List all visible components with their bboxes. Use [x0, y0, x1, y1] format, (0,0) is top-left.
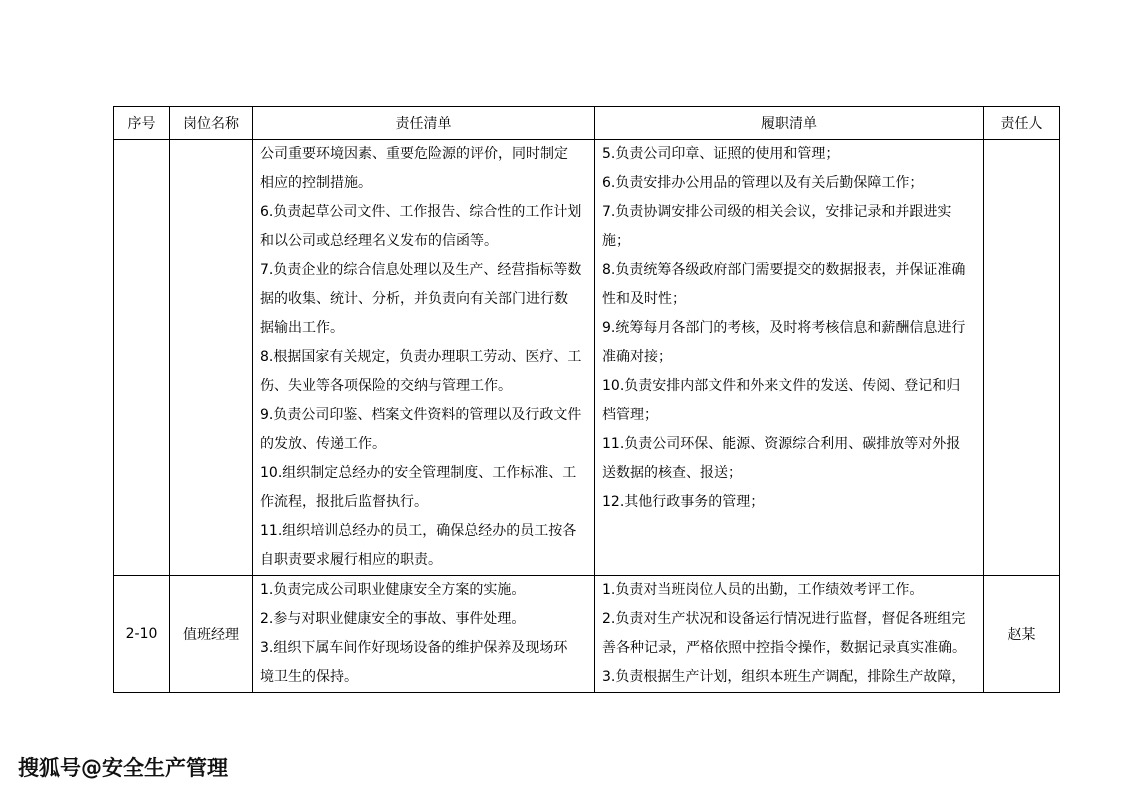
seq-cell: 2-10: [114, 576, 170, 693]
watermark: 搜狐号@安全生产管理: [18, 756, 228, 780]
responsibility-table: [113, 106, 1060, 693]
header-duty: 履职清单: [595, 107, 984, 140]
responsibility-line: 9.负责公司印鉴、档案文件资料的管理以及行政文件: [260, 407, 582, 423]
owner-cell: [984, 140, 1060, 576]
responsibility-line: 据输出工作。: [260, 320, 344, 336]
header-row: [114, 107, 1060, 140]
duty-line: 3.负责根据生产计划，组织本班生产调配，排除生产故障，: [602, 669, 966, 685]
header-position: 岗位名称: [170, 107, 253, 140]
responsibility-line: 2.参与对职业健康安全的事故、事件处理。: [260, 611, 526, 627]
duty-line: 7.负责协调安排公司级的相关会议，安排记录和并跟进实: [602, 204, 952, 220]
responsibility-line: 据的收集、统计、分析，并负责向有关部门进行数: [260, 291, 568, 307]
responsibility-cell: [253, 576, 595, 693]
header-seq: 序号: [114, 107, 170, 140]
duty-line: 善各种记录，严格依照中控指令操作，数据记录真实准确。: [602, 640, 966, 656]
duty-line: 准确对接；: [602, 349, 672, 365]
duty-line: 档管理；: [602, 407, 658, 423]
header-responsibility: 责任清单: [253, 107, 595, 140]
duty-line: 11.负责公司环保、能源、资源综合利用、碳排放等对外报: [602, 436, 961, 452]
duty-line: 2.负责对生产状况和设备运行情况进行监督，督促各班组完: [602, 611, 966, 627]
header-owner: 责任人: [984, 107, 1060, 140]
duty-line: 12.其他行政事务的管理；: [602, 494, 765, 510]
responsibility-line: 8.根据国家有关规定，负责办理职工劳动、医疗、工: [260, 349, 582, 365]
duty-cell: [595, 576, 984, 693]
position-cell: 值班经理: [170, 576, 253, 693]
position-cell: [170, 140, 253, 576]
duty-line: 9.统筹每月各部门的考核，及时将考核信息和薪酬信息进行: [602, 320, 966, 336]
responsibility-line: 自职责要求履行相应的职责。: [260, 552, 442, 568]
responsibility-line: 3.组织下属车间作好现场设备的维护保养及现场环: [260, 640, 568, 656]
responsibility-line: 作流程，报批后监督执行。: [260, 494, 428, 510]
duty-line: 1.负责对当班岗位人员的出勤，工作绩效考评工作。: [602, 582, 924, 598]
duty-line: 8.负责统筹各级政府部门需要提交的数据报表，并保证准确: [602, 262, 966, 278]
responsibility-cell: [253, 140, 595, 576]
duty-line: 性和及时性；: [602, 291, 686, 307]
responsibility-line: 11.组织培训总经办的员工，确保总经办的员工按各: [260, 523, 577, 539]
responsibility-line: 的发放、传递工作。: [260, 436, 386, 452]
duty-line: 5.负责公司印章、证照的使用和管理；: [602, 146, 840, 162]
responsibility-line: 和以公司或总经理名义发布的信函等。: [260, 233, 498, 249]
responsibility-line: 公司重要环境因素、重要危险源的评价，同时制定: [260, 146, 568, 162]
duty-line: 送数据的核查、报送；: [602, 465, 742, 481]
responsibility-line: 10.组织制定总经办的安全管理制度、工作标准、工: [260, 465, 577, 481]
table-row: [114, 576, 1060, 693]
duty-line: 10.负责安排内部文件和外来文件的发送、传阅、登记和归: [602, 378, 961, 394]
responsibility-line: 伤、失业等各项保险的交纳与管理工作。: [260, 378, 512, 394]
duty-line: 6.负责安排办公用品的管理以及有关后勤保障工作；: [602, 175, 924, 191]
owner-cell: 赵某: [984, 576, 1060, 693]
responsibility-line: 7.负责企业的综合信息处理以及生产、经营指标等数: [260, 262, 582, 278]
responsibility-line: 境卫生的保持。: [260, 669, 358, 685]
duty-cell: [595, 140, 984, 576]
table-row: [114, 140, 1060, 576]
duty-line: 施；: [602, 233, 630, 249]
responsibility-line: 6.负责起草公司文件、工作报告、综合性的工作计划: [260, 204, 582, 220]
responsibility-line: 相应的控制措施。: [260, 175, 372, 191]
responsibility-line: 1.负责完成公司职业健康安全方案的实施。: [260, 582, 526, 598]
seq-cell: [114, 140, 170, 576]
